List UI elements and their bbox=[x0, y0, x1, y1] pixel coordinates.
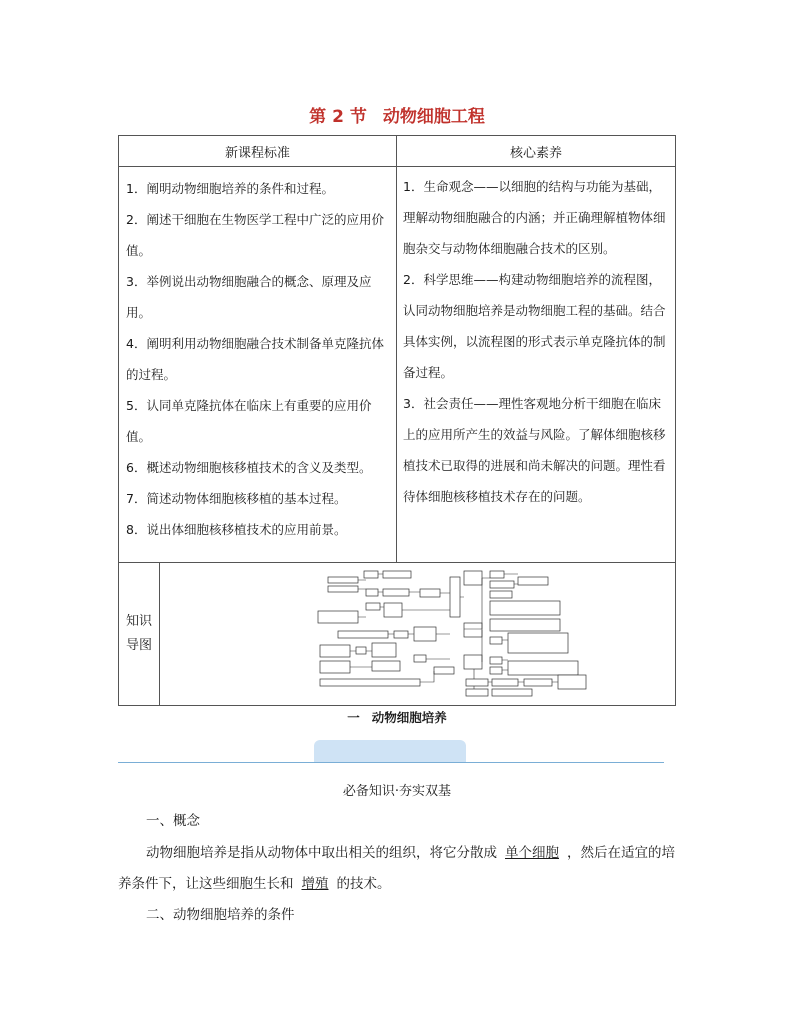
core-header: 核心素养 bbox=[397, 136, 676, 167]
standard-item: 3．举例说出动物细胞融合的概念、原理及应用。 bbox=[126, 274, 372, 320]
standard-item: 6．概述动物细胞核移植技术的含义及类型。 bbox=[126, 460, 372, 475]
blank-answer: 单个细胞 bbox=[505, 845, 559, 861]
section-name: 动物细胞工程 bbox=[382, 107, 485, 127]
core-item: 2．科学思维——构建动物细胞培养的流程图，认同动物细胞培养是动物细胞工程的基础。结合具体实例，以流程图的形式表示单克隆抗体的制备过程。 bbox=[403, 272, 666, 380]
standard-item: 4．阐明利用动物细胞融合技术制备单克隆抗体的过程。 bbox=[126, 336, 384, 382]
standards-header: 新课程标准 bbox=[119, 136, 397, 167]
standard-item: 8．说出体细胞核移植技术的应用前景。 bbox=[126, 522, 347, 537]
standards-list bbox=[119, 167, 397, 563]
map-label: 知识导图 bbox=[119, 563, 160, 705]
core-item: 1．生命观念——以细胞的结构与功能为基础，理解动物细胞融合的内涵；并正确理解植物体细胞杂交与动物体细胞融合技术的区别。 bbox=[403, 179, 666, 256]
core-item: 3．社会责任——理性客观地分析干细胞在临床上的应用所产生的效益与风险。了解体细胞核移植技术已取得的进展和尚未解决的问题。理性看待体细胞核移植技术存在的问题。 bbox=[403, 396, 666, 504]
banner-divider bbox=[118, 762, 664, 763]
banner-label: 必备知识·夯实双基 bbox=[342, 784, 452, 799]
concept-heading: 一、概念 bbox=[146, 813, 200, 829]
standard-item: 7．简述动物体细胞核移植的基本过程。 bbox=[126, 491, 347, 506]
standard-item: 5．认同单克隆抗体在临床上有重要的应用价值。 bbox=[126, 398, 372, 444]
knowledge-map-diagram bbox=[238, 567, 598, 701]
concept-paragraph: 动物细胞培养是指从动物体中取出相关的组织，将它分散成 单个细胞 ，然后在适宜的培养条件下，让这些细胞生长和 增殖 的技术。 bbox=[118, 845, 675, 892]
subheading-text: 动物细胞培养 bbox=[371, 710, 447, 725]
core-list bbox=[397, 167, 676, 563]
standard-item: 1．阐明动物细胞培养的条件和过程。 bbox=[126, 181, 334, 196]
blank-answer: 增殖 bbox=[301, 876, 329, 892]
page-title bbox=[0, 102, 794, 127]
knowledge-map bbox=[160, 563, 676, 705]
conditions-heading: 二、动物细胞培养的条件 bbox=[146, 907, 295, 923]
standard-item: 2．阐述干细胞在生物医学工程中广泛的应用价值。 bbox=[126, 212, 384, 258]
section-number: 第 2 节 bbox=[309, 107, 367, 127]
banner-tab bbox=[314, 740, 466, 762]
standards-table bbox=[118, 135, 676, 706]
subheading bbox=[0, 708, 794, 726]
subheading-number: 一 bbox=[347, 710, 360, 725]
